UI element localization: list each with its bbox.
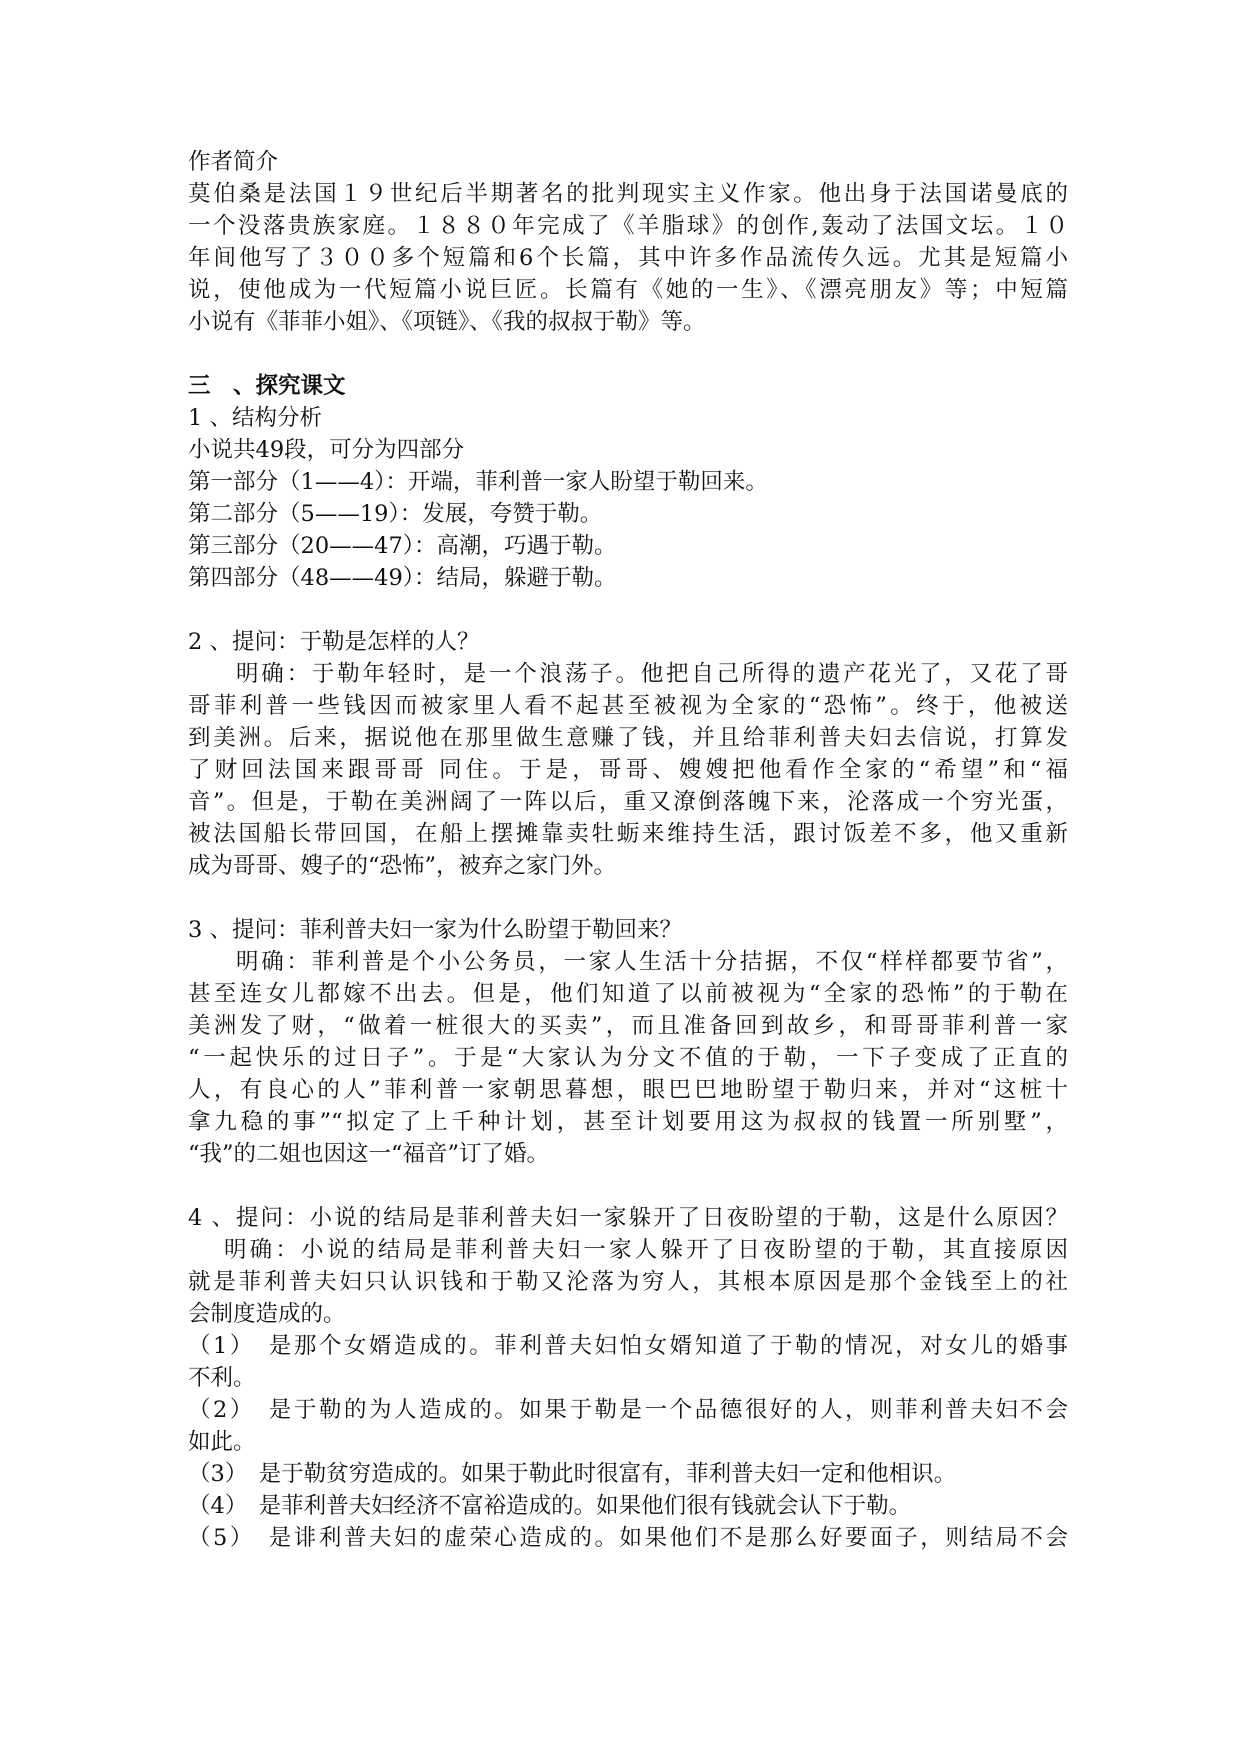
q3-title: 3 、提问：菲利普夫妇一家为什么盼望于勒回来？ bbox=[188, 917, 682, 943]
q2-line: 成为哥哥、嫂子的“恐怖”，被弃之家门外。 bbox=[188, 853, 617, 879]
q4-line: 会制度造成的。 bbox=[188, 1301, 346, 1327]
spacer bbox=[188, 338, 1068, 370]
spacer bbox=[188, 594, 1068, 626]
q4-title: 4 、提问：小说的结局是菲利普夫妇一家躲开了日夜盼望的于勒，这是什么原因？ bbox=[188, 1205, 1068, 1231]
author-line: 说，使他成为一代短篇小说巨匠。长篇有《她的一生》、《漂亮朋友》等；中短篇 bbox=[188, 277, 1068, 303]
q4-item: （1） 是那个女婿造成的。菲利普夫妇怕女婿知道了于勒的情况，对女儿的婚事 bbox=[188, 1333, 1068, 1359]
q1-line: 第三部分（20——47）：高潮，巧遇于勒。 bbox=[188, 533, 617, 559]
q2-title: 2 、提问：于勒是怎样的人？ bbox=[188, 629, 480, 655]
q4-item: （5） 是诽利普夫妇的虚荣心造成的。如果他们不是那么好要面子，则结局不会 bbox=[188, 1525, 1068, 1551]
section-heading: 三 、探究课文 bbox=[188, 373, 346, 399]
author-line: 年间他写了３００多个短篇和6个长篇，其中许多作品流传久远。尤其是短篇小 bbox=[188, 245, 1068, 271]
q1-title: 1 、结构分析 bbox=[188, 405, 322, 431]
q3-line: 甚至连女儿都嫁不出去。但是，他们知道了以前被视为“全家的恐怖”的于勒在 bbox=[188, 981, 1068, 1007]
spacer bbox=[188, 882, 1068, 914]
q3-line: “一起快乐的过日子”。于是“大家认为分文不值的于勒，一下子变成了正直的 bbox=[188, 1045, 1068, 1071]
q4-item: （4） 是菲利普夫妇经济不富裕造成的。如果他们很有钱就会认下于勒。 bbox=[188, 1493, 912, 1519]
q4-line: 明确：小说的结局是菲利普夫妇一家人躲开了日夜盼望的于勒，其直接原因 bbox=[224, 1237, 1068, 1263]
q4-item: （3） 是于勒贫穷造成的。如果于勒此时很富有，菲利普夫妇一定和他相识。 bbox=[188, 1461, 957, 1487]
q3-line: 人，有良心的人”菲利普一家朝思暮想，眼巴巴地盼望于勒归来，并对“这桩十 bbox=[188, 1077, 1068, 1103]
author-line: 小说有《菲菲小姐》、《项链》、《我的叔叔于勒》等。 bbox=[188, 309, 706, 335]
author-line: 莫伯桑是法国１９世纪后半期著名的批判现实主义作家。他出身于法国诺曼底的 bbox=[188, 181, 1068, 207]
q3-line: 拿九稳的事”“拟定了上千种计划，甚至计划要用这为叔叔的钱置一所别墅”， bbox=[188, 1109, 1068, 1135]
q4-line: 就是菲利普夫妇只认识钱和于勒又沦落为穷人，其根本原因是那个金钱至上的社 bbox=[188, 1269, 1068, 1295]
q2-line: 哥菲利普一些钱因而被家里人看不起甚至被视为全家的“恐怖”。终于，他被送 bbox=[188, 693, 1068, 719]
q1-line: 第四部分（48——49）：结局，躲避于勒。 bbox=[188, 565, 617, 591]
q2-line: 被法国船长带回国，在船上摆摊靠卖牡蛎来维持生活，跟讨饭差不多，他又重新 bbox=[188, 821, 1068, 847]
q3-line: 明确：菲利普是个小公务员，一家人生活十分拮据，不仅“样样都要节省”， bbox=[236, 949, 1068, 975]
spacer bbox=[188, 1170, 1068, 1202]
author-line: 一个没落贵族家庭。１８８０年完成了《羊脂球》的创作,轰动了法国文坛。１０ bbox=[188, 213, 1068, 239]
q1-line: 小说共49段，可分为四部分 bbox=[188, 437, 465, 463]
q1-line: 第二部分（5——19）：发展，夸赞于勒。 bbox=[188, 501, 603, 527]
q2-line: 音”。但是，于勒在美洲阔了一阵以后，重又潦倒落魄下来，沦落成一个穷光蛋， bbox=[188, 789, 1068, 815]
document-page bbox=[188, 146, 1068, 1554]
q2-line: 明确：于勒年轻时，是一个浪荡子。他把自己所得的遗产花光了，又花了哥 bbox=[236, 661, 1068, 687]
author-heading: 作者简介 bbox=[188, 149, 279, 175]
q3-line: “我”的二姐也因这一“福音”订了婚。 bbox=[188, 1141, 550, 1167]
q2-line: 到美洲。后来，据说他在那里做生意赚了钱，并且给菲利普夫妇去信说，打算发 bbox=[188, 725, 1068, 751]
q4-item: 不利。 bbox=[188, 1365, 256, 1391]
q3-line: 美洲发了财，“做着一桩很大的买卖”，而且准备回到故乡，和哥哥菲利普一家 bbox=[188, 1013, 1068, 1039]
q4-item: （2） 是于勒的为人造成的。如果于勒是一个品德很好的人，则菲利普夫妇不会 bbox=[188, 1397, 1068, 1423]
q4-item: 如此。 bbox=[188, 1429, 256, 1455]
q1-line: 第一部分（1——4）：开端，菲利普一家人盼望于勒回来。 bbox=[188, 469, 768, 495]
q2-line: 了财回法国来跟哥哥 同住。于是，哥哥、嫂嫂把他看作全家的“希望”和“福 bbox=[188, 757, 1068, 783]
